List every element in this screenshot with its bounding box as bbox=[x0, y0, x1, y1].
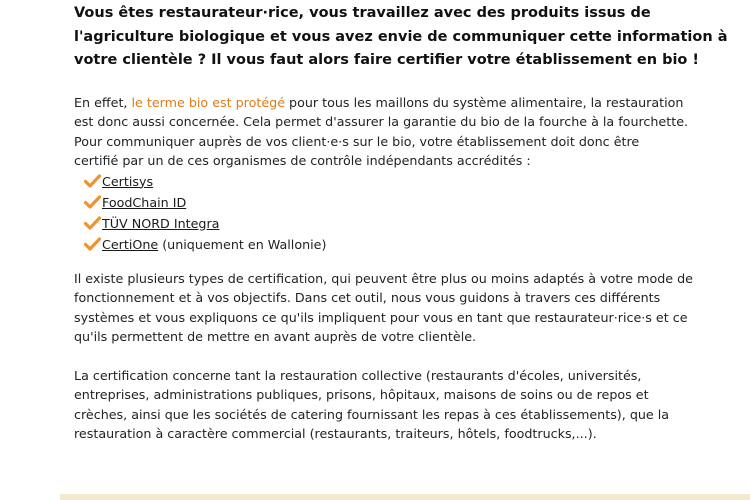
text-fragment: pour tous les maillons du système alimentaire, la restauration bbox=[285, 94, 684, 110]
paragraph-line: restauration à caractère commercial (restaurants, traiteurs, hôtels, foodtrucks,...). bbox=[74, 426, 597, 441]
paragraph-certification-types bbox=[74, 269, 694, 347]
checkmark-icon bbox=[84, 195, 101, 209]
intro-heading bbox=[74, 0, 728, 73]
paragraph-bio-protected bbox=[74, 93, 694, 171]
tuv-nord-integra-link[interactable]: TÜV NORD Integra bbox=[102, 215, 220, 231]
intro-line: votre clientèle ? Il vous faut alors faire certifier votre établissement en bio ! bbox=[74, 52, 700, 68]
certifier-item bbox=[74, 192, 694, 213]
bio-protected-link[interactable]: le terme bio est protégé bbox=[131, 94, 286, 110]
paragraph-line: La certification concerne tant la restauration collective (restaurants d'écoles, universités, bbox=[74, 367, 642, 383]
paragraph-line: fonctionnement et à vos objectifs. Dans cet outil, nous vous guidons à travers ces différents bbox=[74, 290, 661, 305]
paragraph-scope bbox=[74, 366, 694, 444]
certifier-item bbox=[74, 234, 694, 255]
certifier-item bbox=[74, 213, 694, 234]
paragraph-line bbox=[74, 93, 694, 113]
content-page bbox=[74, 0, 728, 444]
bottom-divider bbox=[60, 494, 750, 500]
foodchain-id-link[interactable]: FoodChain ID bbox=[102, 194, 187, 210]
paragraph-line: entreprises, administrations publiques, prisons, hôpitaux, maisons de soins ou de repos et bbox=[74, 387, 649, 402]
paragraph-line: est donc aussi concernée. Cela permet d'assurer la garantie du bio de la fourche à la fourchette. bbox=[74, 114, 689, 129]
paragraph-line: Il existe plusieurs types de certification, qui peuvent être plus ou moins adaptés à votre mode de bbox=[74, 270, 693, 286]
paragraph-line: crèches, ainsi que les sociétés de catering fournissant les repas à ces établissements), que la bbox=[74, 406, 670, 422]
paragraph-line: certifié par un de ces organismes de contrôle indépendants accrédités : bbox=[74, 153, 531, 168]
paragraph-line: Pour communiquer auprès de vos client·e·s sur le bio, votre établissement doit donc être bbox=[74, 133, 640, 149]
certione-note: (uniquement en Wallonie) bbox=[162, 236, 327, 252]
checkmark-icon bbox=[84, 237, 101, 251]
checkmark-icon bbox=[84, 174, 101, 188]
paragraph-line: systèmes et vous expliquons ce qu'ils impliquent pour vous en tant que restaurateur·rice·s et ce bbox=[74, 309, 688, 325]
checkmark-icon bbox=[84, 216, 101, 230]
paragraph-line: qu'ils permettent de mettre en avant auprès de votre clientèle. bbox=[74, 329, 477, 344]
intro-line: l'agriculture biologique et vous avez envie de communiquer cette information à bbox=[74, 28, 728, 45]
certione-link[interactable]: CertiOne bbox=[102, 236, 159, 252]
certifier-list bbox=[74, 171, 694, 255]
text-fragment: En effet, bbox=[74, 94, 132, 110]
intro-line: Vous êtes restaurateur·rice, vous travaillez avec des produits issus de bbox=[74, 5, 651, 21]
certifier-item bbox=[74, 171, 694, 192]
certisys-link[interactable]: Certisys bbox=[102, 173, 154, 189]
